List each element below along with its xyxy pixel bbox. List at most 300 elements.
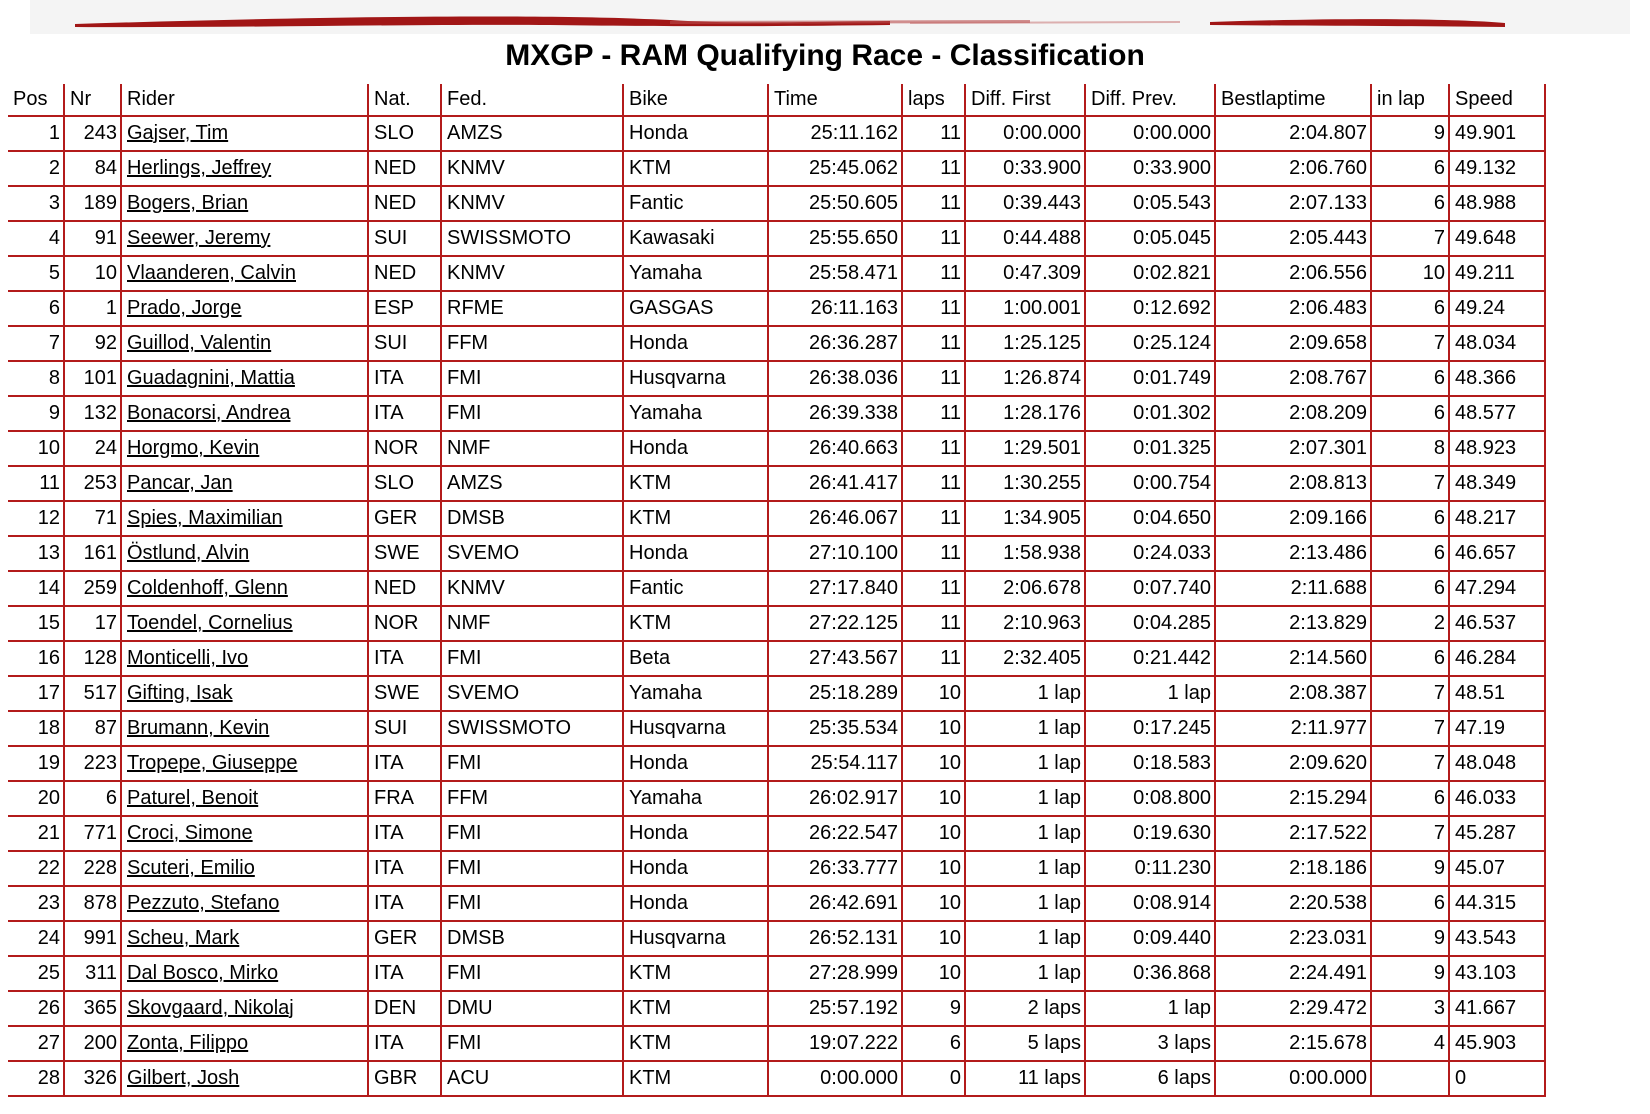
cell-time: 26:36.287 [769, 327, 903, 362]
rider-link[interactable]: Guillod, Valentin [127, 332, 272, 354]
cell-diff-first: 1:26.874 [966, 362, 1086, 397]
cell-speed: 49.24 [1450, 292, 1546, 327]
cell-nat: NED [369, 257, 442, 292]
cell-in-lap: 6 [1372, 502, 1450, 537]
cell-pos: 6 [8, 292, 65, 327]
cell-speed: 0 [1450, 1062, 1546, 1097]
cell-nr: 189 [65, 187, 122, 222]
cell-in-lap: 4 [1372, 1027, 1450, 1062]
table-row [8, 432, 1546, 467]
cell-speed: 48.366 [1450, 362, 1546, 397]
cell-pos: 9 [8, 397, 65, 432]
cell-nat: SWE [369, 537, 442, 572]
cell-laps: 10 [903, 747, 966, 782]
cell-nat: SUI [369, 222, 442, 257]
cell-rider [122, 887, 369, 922]
cell-laps: 11 [903, 607, 966, 642]
cell-diff-first: 1:00.001 [966, 292, 1086, 327]
cell-nat: FRA [369, 782, 442, 817]
cell-fed: SWISSMOTO [442, 712, 624, 747]
cell-diff-prev: 0:21.442 [1086, 642, 1216, 677]
table-row [8, 852, 1546, 887]
cell-in-lap: 7 [1372, 712, 1450, 747]
cell-diff-first: 1:34.905 [966, 502, 1086, 537]
rider-link[interactable]: Östlund, Alvin [127, 542, 250, 564]
cell-bestlaptime: 2:06.760 [1216, 152, 1372, 187]
cell-diff-prev: 0:11.230 [1086, 852, 1216, 887]
cell-nat: NED [369, 572, 442, 607]
cell-in-lap: 6 [1372, 152, 1450, 187]
cell-pos: 24 [8, 922, 65, 957]
rider-link[interactable]: Spies, Maximilian [127, 507, 283, 529]
table-row [8, 922, 1546, 957]
cell-nr: 517 [65, 677, 122, 712]
cell-speed: 48.349 [1450, 467, 1546, 502]
cell-fed: FMI [442, 817, 624, 852]
cell-speed: 48.577 [1450, 397, 1546, 432]
cell-speed: 48.51 [1450, 677, 1546, 712]
table-row [8, 992, 1546, 1027]
cell-speed: 46.284 [1450, 642, 1546, 677]
cell-rider [122, 817, 369, 852]
cell-in-lap: 10 [1372, 257, 1450, 292]
rider-link[interactable]: Vlaanderen, Calvin [127, 262, 296, 284]
cell-diff-first: 1 lap [966, 887, 1086, 922]
table-row [8, 537, 1546, 572]
cell-time: 19:07.222 [769, 1027, 903, 1062]
cell-diff-prev: 0:19.630 [1086, 817, 1216, 852]
column-header-pos: Pos [8, 84, 65, 117]
cell-pos: 25 [8, 957, 65, 992]
rider-link[interactable]: Gajser, Tim [127, 122, 229, 144]
cell-bestlaptime: 0:00.000 [1216, 1062, 1372, 1097]
page-title: MXGP - RAM Qualifying Race - Classification [505, 39, 1145, 72]
table-header-row [8, 84, 1546, 117]
cell-bestlaptime: 2:15.678 [1216, 1027, 1372, 1062]
cell-laps: 11 [903, 292, 966, 327]
cell-bike: Beta [624, 642, 769, 677]
table-row [8, 1062, 1546, 1097]
cell-nr: 878 [65, 887, 122, 922]
cell-time: 25:50.605 [769, 187, 903, 222]
table-row [8, 712, 1546, 747]
cell-diff-first: 1 lap [966, 747, 1086, 782]
cell-bike: Honda [624, 117, 769, 152]
cell-nat: ITA [369, 747, 442, 782]
cell-fed: NMF [442, 432, 624, 467]
cell-fed: SVEMO [442, 677, 624, 712]
cell-time: 26:39.338 [769, 397, 903, 432]
column-header-fed: Fed. [442, 84, 624, 117]
cell-nat: GBR [369, 1062, 442, 1097]
cell-pos: 21 [8, 817, 65, 852]
cell-time: 26:11.163 [769, 292, 903, 327]
table-row [8, 222, 1546, 257]
cell-nat: ITA [369, 817, 442, 852]
cell-nr: 71 [65, 502, 122, 537]
cell-nat: GER [369, 502, 442, 537]
cell-fed: SWISSMOTO [442, 222, 624, 257]
table-row [8, 502, 1546, 537]
rider-link[interactable]: Tropepe, Giuseppe [127, 752, 298, 774]
table-row [8, 782, 1546, 817]
cell-fed: FFM [442, 327, 624, 362]
cell-in-lap: 9 [1372, 117, 1450, 152]
table-row [8, 957, 1546, 992]
cell-pos: 3 [8, 187, 65, 222]
cell-rider [122, 852, 369, 887]
cell-rider [122, 397, 369, 432]
rider-link[interactable]: Horgmo, Kevin [127, 437, 260, 459]
cell-laps: 11 [903, 467, 966, 502]
cell-nr: 326 [65, 1062, 122, 1097]
cell-pos: 10 [8, 432, 65, 467]
cell-pos: 5 [8, 257, 65, 292]
cell-laps: 11 [903, 642, 966, 677]
cell-bestlaptime: 2:07.301 [1216, 432, 1372, 467]
cell-laps: 10 [903, 712, 966, 747]
cell-rider [122, 432, 369, 467]
cell-diff-first: 1 lap [966, 712, 1086, 747]
cell-diff-prev: 0:33.900 [1086, 152, 1216, 187]
cell-diff-prev: 0:00.000 [1086, 117, 1216, 152]
cell-nat: ITA [369, 957, 442, 992]
cell-time: 25:18.289 [769, 677, 903, 712]
cell-diff-prev: 0:36.868 [1086, 957, 1216, 992]
rider-link[interactable]: Scheu, Mark [127, 927, 240, 949]
cell-laps: 11 [903, 362, 966, 397]
cell-bike: Kawasaki [624, 222, 769, 257]
cell-speed: 43.543 [1450, 922, 1546, 957]
cell-nr: 6 [65, 782, 122, 817]
cell-rider [122, 537, 369, 572]
cell-speed: 48.988 [1450, 187, 1546, 222]
cell-nr: 365 [65, 992, 122, 1027]
cell-time: 25:58.471 [769, 257, 903, 292]
cell-nat: ESP [369, 292, 442, 327]
cell-nr: 771 [65, 817, 122, 852]
rider-link[interactable]: Croci, Simone [127, 822, 253, 844]
cell-bike: KTM [624, 467, 769, 502]
rider-link[interactable]: Coldenhoff, Glenn [127, 577, 288, 599]
cell-rider [122, 1027, 369, 1062]
cell-nr: 128 [65, 642, 122, 677]
cell-nr: 1 [65, 292, 122, 327]
cell-pos: 20 [8, 782, 65, 817]
cell-speed: 44.315 [1450, 887, 1546, 922]
cell-time: 25:57.192 [769, 992, 903, 1027]
cell-rider [122, 992, 369, 1027]
table-row [8, 817, 1546, 852]
cell-bike: Honda [624, 537, 769, 572]
cell-bike: Yamaha [624, 677, 769, 712]
rider-link[interactable]: Toendel, Cornelius [127, 612, 293, 634]
column-header-speed: Speed [1450, 84, 1546, 117]
cell-nr: 200 [65, 1027, 122, 1062]
table-row [8, 1027, 1546, 1062]
cell-pos: 15 [8, 607, 65, 642]
cell-time: 26:42.691 [769, 887, 903, 922]
cell-nr: 259 [65, 572, 122, 607]
cell-laps: 10 [903, 852, 966, 887]
cell-pos: 12 [8, 502, 65, 537]
cell-nr: 991 [65, 922, 122, 957]
cell-speed: 47.294 [1450, 572, 1546, 607]
cell-bestlaptime: 2:08.813 [1216, 467, 1372, 502]
cell-speed: 45.07 [1450, 852, 1546, 887]
cell-diff-prev: 0:02.821 [1086, 257, 1216, 292]
cell-nat: NED [369, 152, 442, 187]
cell-time: 26:41.417 [769, 467, 903, 502]
cell-bike: Honda [624, 852, 769, 887]
cell-nat: ITA [369, 642, 442, 677]
cell-fed: DMU [442, 992, 624, 1027]
cell-bike: KTM [624, 607, 769, 642]
cell-nat: ITA [369, 362, 442, 397]
rider-link[interactable]: Dal Bosco, Mirko [127, 962, 279, 984]
cell-in-lap: 7 [1372, 817, 1450, 852]
cell-in-lap: 3 [1372, 992, 1450, 1027]
table-row [8, 152, 1546, 187]
cell-laps: 11 [903, 257, 966, 292]
rider-link[interactable]: Paturel, Benoit [127, 787, 259, 809]
cell-in-lap: 6 [1372, 782, 1450, 817]
cell-fed: KNMV [442, 572, 624, 607]
cell-pos: 17 [8, 677, 65, 712]
cell-fed: FMI [442, 957, 624, 992]
cell-fed: DMSB [442, 922, 624, 957]
cell-time: 26:38.036 [769, 362, 903, 397]
cell-bike: Fantic [624, 572, 769, 607]
rider-link[interactable]: Prado, Jorge [127, 297, 242, 319]
cell-fed: DMSB [442, 502, 624, 537]
cell-bestlaptime: 2:24.491 [1216, 957, 1372, 992]
column-header-bike: Bike [624, 84, 769, 117]
cell-nat: NOR [369, 432, 442, 467]
cell-time: 26:40.663 [769, 432, 903, 467]
cell-diff-first: 2:32.405 [966, 642, 1086, 677]
cell-laps: 11 [903, 222, 966, 257]
cell-rider [122, 712, 369, 747]
rider-link[interactable]: Bonacorsi, Andrea [127, 402, 291, 424]
cell-pos: 23 [8, 887, 65, 922]
cell-bestlaptime: 2:08.387 [1216, 677, 1372, 712]
cell-laps: 11 [903, 117, 966, 152]
rider-link[interactable]: Brumann, Kevin [127, 717, 270, 739]
cell-diff-first: 1:30.255 [966, 467, 1086, 502]
cell-diff-first: 2:06.678 [966, 572, 1086, 607]
cell-nat: ITA [369, 397, 442, 432]
cell-speed: 48.923 [1450, 432, 1546, 467]
cell-fed: FMI [442, 642, 624, 677]
cell-pos: 4 [8, 222, 65, 257]
cell-bike: KTM [624, 502, 769, 537]
cell-diff-first: 1 lap [966, 677, 1086, 712]
cell-laps: 10 [903, 957, 966, 992]
cell-bestlaptime: 2:05.443 [1216, 222, 1372, 257]
cell-diff-first: 2 laps [966, 992, 1086, 1027]
cell-nat: NED [369, 187, 442, 222]
cell-diff-first: 0:39.443 [966, 187, 1086, 222]
cell-nr: 92 [65, 327, 122, 362]
cell-time: 27:17.840 [769, 572, 903, 607]
cell-nat: SUI [369, 712, 442, 747]
cell-in-lap: 7 [1372, 677, 1450, 712]
cell-rider [122, 572, 369, 607]
cell-nat: ITA [369, 887, 442, 922]
cell-rider [122, 1062, 369, 1097]
cell-rider [122, 467, 369, 502]
cell-bestlaptime: 2:11.977 [1216, 712, 1372, 747]
cell-in-lap: 9 [1372, 852, 1450, 887]
cell-bike: Honda [624, 887, 769, 922]
cell-laps: 9 [903, 992, 966, 1027]
cell-laps: 11 [903, 327, 966, 362]
table-row [8, 187, 1546, 222]
cell-bike: Yamaha [624, 782, 769, 817]
cell-time: 26:22.547 [769, 817, 903, 852]
cell-time: 25:11.162 [769, 117, 903, 152]
cell-pos: 7 [8, 327, 65, 362]
cell-bestlaptime: 2:15.294 [1216, 782, 1372, 817]
cell-fed: FMI [442, 747, 624, 782]
table-row [8, 747, 1546, 782]
cell-nat: GER [369, 922, 442, 957]
cell-speed: 48.034 [1450, 327, 1546, 362]
cell-in-lap [1372, 1062, 1450, 1097]
cell-nat: SUI [369, 327, 442, 362]
cell-fed: FMI [442, 852, 624, 887]
cell-fed: AMZS [442, 117, 624, 152]
rider-link[interactable]: Bogers, Brian [127, 192, 249, 214]
cell-speed: 43.103 [1450, 957, 1546, 992]
cell-in-lap: 6 [1372, 397, 1450, 432]
cell-bike: KTM [624, 957, 769, 992]
cell-speed: 48.048 [1450, 747, 1546, 782]
cell-diff-first: 1:25.125 [966, 327, 1086, 362]
cell-laps: 10 [903, 887, 966, 922]
cell-laps: 6 [903, 1027, 966, 1062]
cell-time: 26:02.917 [769, 782, 903, 817]
rider-link[interactable]: Guadagnini, Mattia [127, 367, 295, 389]
cell-bestlaptime: 2:11.688 [1216, 572, 1372, 607]
cell-diff-first: 1:29.501 [966, 432, 1086, 467]
rider-link[interactable]: Monticelli, Ivo [127, 647, 249, 669]
cell-bestlaptime: 2:13.829 [1216, 607, 1372, 642]
cell-diff-prev: 0:00.754 [1086, 467, 1216, 502]
cell-pos: 28 [8, 1062, 65, 1097]
cell-diff-prev: 0:01.302 [1086, 397, 1216, 432]
cell-nat: SWE [369, 677, 442, 712]
cell-diff-prev: 0:01.325 [1086, 432, 1216, 467]
cell-fed: KNMV [442, 257, 624, 292]
cell-time: 27:43.567 [769, 642, 903, 677]
cell-diff-prev: 0:05.543 [1086, 187, 1216, 222]
cell-diff-first: 0:00.000 [966, 117, 1086, 152]
rider-link[interactable]: Zonta, Filippo [127, 1032, 249, 1054]
cell-laps: 11 [903, 432, 966, 467]
cell-laps: 10 [903, 677, 966, 712]
rider-link[interactable]: Seewer, Jeremy [127, 227, 271, 249]
cell-rider [122, 922, 369, 957]
cell-in-lap: 2 [1372, 607, 1450, 642]
cell-speed: 46.033 [1450, 782, 1546, 817]
cell-laps: 10 [903, 782, 966, 817]
cell-laps: 0 [903, 1062, 966, 1097]
cell-bike: Husqvarna [624, 712, 769, 747]
cell-diff-first: 0:47.309 [966, 257, 1086, 292]
cell-rider [122, 327, 369, 362]
rider-link[interactable]: Gilbert, Josh [127, 1067, 240, 1089]
cell-diff-prev: 3 laps [1086, 1027, 1216, 1062]
cell-speed: 49.211 [1450, 257, 1546, 292]
cell-nat: ITA [369, 1027, 442, 1062]
cell-pos: 2 [8, 152, 65, 187]
cell-fed: FMI [442, 1027, 624, 1062]
cell-in-lap: 6 [1372, 572, 1450, 607]
rider-link[interactable]: Skovgaard, Nikolaj [127, 997, 294, 1019]
column-header-time: Time [769, 84, 903, 117]
cell-bike: Honda [624, 817, 769, 852]
cell-in-lap: 6 [1372, 642, 1450, 677]
cell-time: 0:00.000 [769, 1062, 903, 1097]
cell-bestlaptime: 2:09.658 [1216, 327, 1372, 362]
cell-nr: 24 [65, 432, 122, 467]
cell-bike: Honda [624, 747, 769, 782]
cell-diff-first: 0:44.488 [966, 222, 1086, 257]
cell-diff-prev: 0:08.914 [1086, 887, 1216, 922]
cell-rider [122, 677, 369, 712]
cell-pos: 8 [8, 362, 65, 397]
cell-rider [122, 187, 369, 222]
rider-link[interactable]: Scuteri, Emilio [127, 857, 255, 879]
cell-rider [122, 642, 369, 677]
cell-rider [122, 782, 369, 817]
cell-laps: 11 [903, 572, 966, 607]
header-banner [30, 0, 1630, 34]
rider-link[interactable]: Herlings, Jeffrey [127, 157, 272, 179]
cell-bike: KTM [624, 1062, 769, 1097]
column-header-diff-prev: Diff. Prev. [1086, 84, 1216, 117]
cell-time: 27:22.125 [769, 607, 903, 642]
rider-link[interactable]: Pezzuto, Stefano [127, 892, 280, 914]
cell-fed: NMF [442, 607, 624, 642]
cell-rider [122, 502, 369, 537]
cell-diff-prev: 0:24.033 [1086, 537, 1216, 572]
cell-diff-prev: 1 lap [1086, 677, 1216, 712]
cell-in-lap: 9 [1372, 957, 1450, 992]
cell-diff-first: 1:58.938 [966, 537, 1086, 572]
cell-nr: 132 [65, 397, 122, 432]
cell-diff-prev: 0:17.245 [1086, 712, 1216, 747]
cell-bike: KTM [624, 152, 769, 187]
cell-nr: 223 [65, 747, 122, 782]
cell-bike: GASGAS [624, 292, 769, 327]
cell-pos: 18 [8, 712, 65, 747]
cell-fed: FFM [442, 782, 624, 817]
cell-rider [122, 362, 369, 397]
cell-bike: KTM [624, 1027, 769, 1062]
cell-diff-prev: 0:01.749 [1086, 362, 1216, 397]
rider-link[interactable]: Pancar, Jan [127, 472, 233, 494]
cell-rider [122, 152, 369, 187]
cell-bike: Husqvarna [624, 362, 769, 397]
cell-diff-first: 5 laps [966, 1027, 1086, 1062]
cell-diff-first: 2:10.963 [966, 607, 1086, 642]
cell-diff-prev: 1 lap [1086, 992, 1216, 1027]
cell-laps: 11 [903, 537, 966, 572]
rider-link[interactable]: Gifting, Isak [127, 682, 233, 704]
